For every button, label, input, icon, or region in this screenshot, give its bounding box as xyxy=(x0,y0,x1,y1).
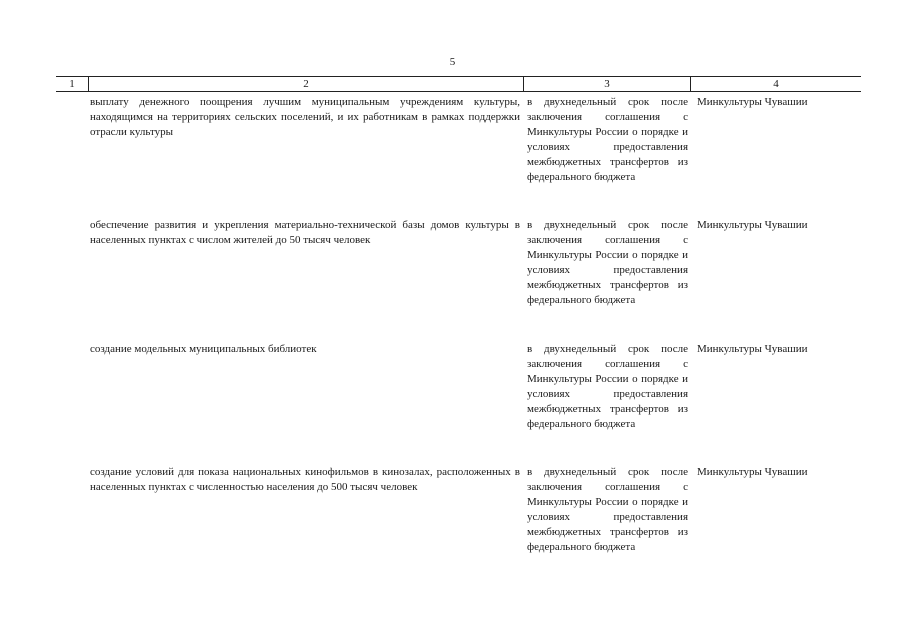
row-responsible: Минкультуры Чувашии xyxy=(697,96,808,108)
row-responsible: Минкультуры Чувашии xyxy=(697,219,808,231)
row-deadline: в двухнедельный срок после заключения соглашения с Минкультуры России о порядке и условиях предоставления межбюджетных трансфертов из федерального бюджета xyxy=(527,343,688,430)
row-deadline: в двухнедельный срок после заключения соглашения с Минкультуры России о порядке и условиях предоставления межбюджетных трансфертов из федерального бюджета xyxy=(527,466,688,553)
header-col-4: 4 xyxy=(773,78,779,90)
table-header xyxy=(56,76,861,92)
row-responsible: Минкультуры Чувашии xyxy=(697,343,808,355)
header-col-2: 2 xyxy=(303,78,309,90)
header-col-1: 1 xyxy=(69,78,75,90)
header-col-3: 3 xyxy=(604,78,610,90)
row-responsible: Минкультуры Чувашии xyxy=(697,466,808,478)
row-description: создание условий для показа национальных кинофильмов в кинозалах, расположенных в населенных пунктах с численностью населения до 500 тысяч человек xyxy=(90,466,520,493)
page-number: 5 xyxy=(449,56,456,68)
row-deadline: в двухнедельный срок после заключения соглашения с Минкультуры России о порядке и условиях предоставления межбюджетных трансфертов из федерального бюджета xyxy=(527,219,688,306)
row-description: обеспечение развития и укрепления материально-технической базы домов культуры в населенных пунктах с числом жителей до 50 тысяч человек xyxy=(90,219,520,246)
row-description: создание модельных муниципальных библиотек xyxy=(90,343,317,355)
row-description: выплату денежного поощрения лучшим муниципальным учреждениям культуры, находящимся на территориях сельских поселений, и их работникам в рамках поддержки отрасли культуры xyxy=(90,96,520,138)
row-deadline: в двухнедельный срок после заключения соглашения с Минкультуры России о порядке и условиях предоставления межбюджетных трансфертов из федерального бюджета xyxy=(527,96,688,183)
